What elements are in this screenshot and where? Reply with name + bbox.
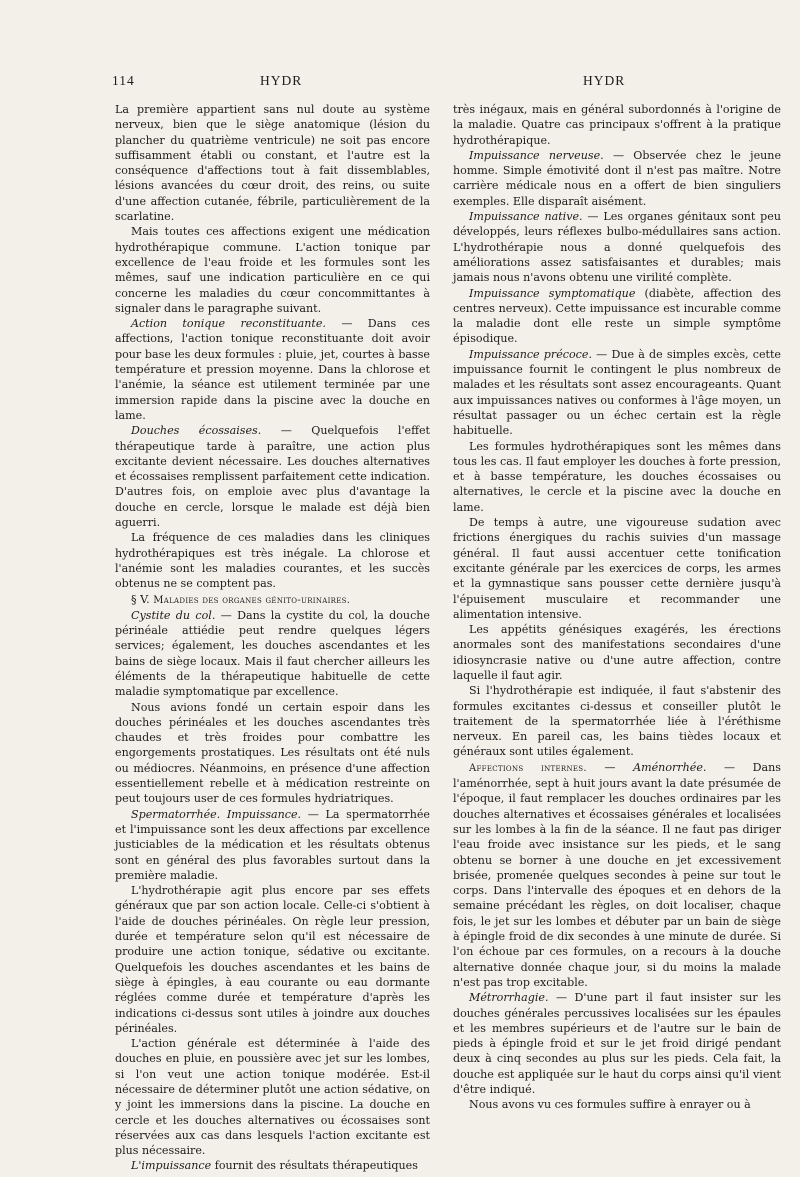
paragraph: [115, 807, 430, 883]
paragraph-text: — D'une part il faut insister sur les douches générales percussives localisées sur les épaules et les membres supérieurs et de l'autre sur le bain de pieds à épingle froid et sur le jet froid dirigé pendant deux à cinq secondes au plus sur les pieds. Cela fait, la douche est appliquée sur le haut du corps ainsi qu'il vient d'être indiqué.: [453, 991, 781, 1096]
paragraph: [115, 530, 430, 591]
paragraph: [115, 883, 430, 1036]
left-text-column: [115, 102, 430, 1174]
paragraph-text: De temps à autre, une vigoureuse sudation avec frictions énergiques du rachis suivies d'un massage général. Il faut aussi accentuer cette tonification excitante générale par les exercices de corps, les armes et la gymnastique sans pousser cette dernière jusqu'à l'épuisement musculaire et recommander une alimentation intensive.: [453, 516, 781, 621]
page-number: 114: [112, 73, 135, 88]
paragraph-term: Douches écossaises.: [131, 424, 262, 438]
paragraph: [453, 990, 781, 1097]
running-title-left: HYDR: [260, 73, 303, 88]
paragraph-text: Nous avons vu ces formules suffire à enrayer ou à: [469, 1098, 751, 1112]
paragraph: [453, 683, 781, 759]
paragraph-text: — Les organes génitaux sont peu développés, leurs réflexes bulbo-médullaires sans action. L'hydrothérapie nous a donné quelquefois des améliorations assez satisfaisantes et durables; mais jamais nous n'avons obtenu une virilité complète.: [453, 210, 781, 285]
paragraph-term: Action tonique reconstituante.: [131, 317, 326, 331]
paragraph-term: Impuissance nerveuse.: [469, 148, 604, 162]
paragraph-term: — Aménorrhée.: [586, 760, 707, 774]
paragraph-term: Spermatorrhée. Impuissance.: [131, 807, 302, 821]
paragraph: [453, 102, 781, 148]
paragraph-text: La première appartient sans nul doute au système nerveux, bien que le siège anatomique (lésion du plancher du quatrième ventricule) ne soit pas encore suffisamment établi ou constant, et l'autre est la conséquence d'affections tout à fait dissemblables, lésions avancées du cœur droit, des reins, ou suite d'une affection cutanée, fébrile, particulièrement de la scarlatine.: [115, 103, 430, 224]
paragraph: [453, 209, 781, 285]
paragraph: [453, 347, 781, 439]
paragraph-text: — Dans la cystite du col, la douche périnéale attiédie peut rendre quelques légers services; également, les douches ascendantes et les bains de siège locaux. Mais il faut chercher ailleurs les éléments de la thérapeutique habituelle de cette maladie symptomatique par excellence.: [115, 608, 430, 699]
paragraph-term: L'impuissance: [131, 1159, 212, 1173]
right-text-column: [453, 102, 781, 1113]
paragraph: [115, 1158, 430, 1173]
paragraph-text: — La spermatorrhée et l'impuissance sont les deux affections par excellence justiciables de la médication et les résultats obtenus sont en général des plus favorables surtout dans la première maladie.: [115, 807, 430, 882]
paragraph-text: — Due à de simples excès, cette impuissance fournit le contingent le plus nombreux de malades et les résultats sont assez encourageants. Quant aux impuissances natives ou conformes à l'âge moyen, un résultat passager ou un échec certain est la règle habituelle.: [453, 347, 781, 438]
paragraph-text: fournit des résultats thérapeutiques: [211, 1159, 418, 1173]
paragraph: [453, 622, 781, 683]
paragraph-prefix: § V.: [131, 592, 154, 606]
paragraph-text: Les appétits génésiques exagérés, les érections anormales sont des manifestations secondaires d'une idiosyncrasie native ou d'une autre affection, contre laquelle il faut agir.: [453, 623, 781, 682]
paragraph: [453, 439, 781, 515]
paragraph-term: Impuissance précoce.: [469, 347, 592, 361]
paragraph: [453, 286, 781, 347]
paragraph: [453, 515, 781, 622]
paragraph: [453, 148, 781, 209]
paragraph-term: Impuissance native.: [469, 210, 583, 224]
paragraph-term: Métrorrhagie.: [469, 991, 549, 1005]
paragraph-text: — Dans l'aménorrhée, sept à huit jours avant la date présumée de l'époque, il faut remplacer les douches ordinaires par les douches alternatives et écossaises générales et localisées sur les lombes à la fin de la séance. Il ne faut pas diriger l'eau froide avec insistance sur les pieds, et le sang obtenu se borner à une douche en jet excessivement brisée, promenée quelques secondes à peine sur tout le corps. Dans l'intervalle des époques et en dehors de la semaine précédant les règles, on doit localiser, chaque fois, le jet sur les lombes et débuter par un bain de siège à épingle froid de dix secondes à une minute de durée. Si l'on échoue par ces formules, on a recours à la douche alternative donnée chaque jour, si du moins la malade n'est pas trop excitable.: [453, 760, 781, 989]
paragraph: [115, 423, 430, 530]
paragraph-term: Cystite du col.: [131, 608, 216, 622]
paragraph-text: — Dans ces affections, l'action tonique reconstituante doit avoir pour base les deux formules : pluie, jet, courtes à basse température et pression moyenne. Dans la chlorose et l'anémie, la séance est utilement terminée par une immersion rapide dans la piscine avec la douche en lame.: [115, 317, 431, 422]
paragraph-term: Impuissance symptomatique: [469, 286, 636, 300]
paragraph: [453, 1097, 781, 1112]
paragraph-prefix: Affections internes.: [469, 762, 587, 774]
paragraph-text: (diabète, affection des centres nerveux). Cette impuissance est incurable comme la maladie dont elle reste un simple symptôme épisodique.: [453, 286, 781, 346]
paragraph: [115, 316, 430, 423]
paragraph-text: Les formules hydrothérapiques sont les mêmes dans tous les cas. Il faut employer les douches à forte pression, et à basse température, les douches écossaises ou alternatives, le cercle et la piscine avec la douche en lame.: [453, 439, 781, 514]
paragraph: [115, 102, 430, 224]
section-heading: [115, 592, 430, 608]
paragraph-text: — Observée chez le jeune homme. Simple émotivité dont il n'est pas maître. Notre carrière médicale nous en a offert de bien singuliers exemples. Elle disparaît aisément.: [453, 148, 782, 208]
running-title-right: HYDR: [583, 73, 626, 88]
paragraph: [115, 700, 430, 807]
running-head: [0, 73, 800, 95]
paragraph: [115, 1036, 430, 1158]
paragraph: [115, 608, 430, 700]
paragraph-text: L'action générale est déterminée à l'aide des douches en pluie, en poussière avec jet sur les lombes, si l'on veut une action tonique modérée. Est-il nécessaire de déterminer plutôt une action sédative, on y joint les immersions dans la piscine. La douche en cercle et les douches alternatives ou écossaises sont réservées aux cas dans lesquels l'action excitante est plus nécessaire.: [115, 1037, 430, 1158]
paragraph-text: Si l'hydrothérapie est indiquée, il faut s'abstenir des formules excitantes ci-dessus et conseiller plutôt le traitement de la spermatorrhée liée à l'éréthisme nerveux. En pareil cas, les bains tièdes locaux et généraux sont utiles également.: [453, 684, 781, 759]
paragraph-text: Maladies des organes génito-urinaires.: [153, 594, 351, 606]
paragraph-text: La fréquence de ces maladies dans les cliniques hydrothérapiques est très inégale. La chlorose et l'anémie sont les maladies courantes, et les succès obtenus ne se comptent pas.: [115, 531, 430, 591]
paragraph-text: très inégaux, mais en général subordonnés à l'origine de la maladie. Quatre cas principaux s'offrent à la pratique hydrothérapique.: [453, 103, 781, 147]
paragraph: [115, 224, 430, 316]
paragraph-text: Mais toutes ces affections exigent une médication hydrothérapique commune. L'action tonique par excellence de l'eau froide et les formules sont les mêmes, sauf une indication particulière en ce qui concerne les maladies du cœur concommittantes à signaler dans le paragraphe suivant.: [115, 225, 430, 315]
paragraph: [453, 760, 781, 990]
paragraph-text: — Quelquefois l'effet thérapeutique tarde à paraître, une action plus excitante devient nécessaire. Les douches alternatives et écossaises remplissent parfaitement cette indication. D'autres fois, on emploie avec plus d'avantage la douche en cercle, lorsque le malade est déjà bien aguerri.: [115, 424, 430, 530]
paragraph-text: L'hydrothérapie agit plus encore par ses effets généraux que par son action locale. Celle-ci s'obtient à l'aide de douches périnéales. On règle leur pression, durée et température selon qu'il est nécessaire de produire une action tonique, sédative ou excitante. Quelquefois les douches ascendantes et les bains de siège à épingles, à eau courante ou eau dormante réglées comme durée et température d'après les indications ci-dessus sont utiles à joindre aux douches périnéales.: [115, 884, 430, 1035]
paragraph-text: Nous avions fondé un certain espoir dans les douches périnéales et les douches ascendantes très chaudes et très froides pour combattre les engorgements prostatiques. Les résultats ont été nuls ou médiocres. Néanmoins, en présence d'une affection essentiellement rebelle et à médication restreinte on peut toujours user de ces formules hydriatriques.: [115, 700, 430, 806]
